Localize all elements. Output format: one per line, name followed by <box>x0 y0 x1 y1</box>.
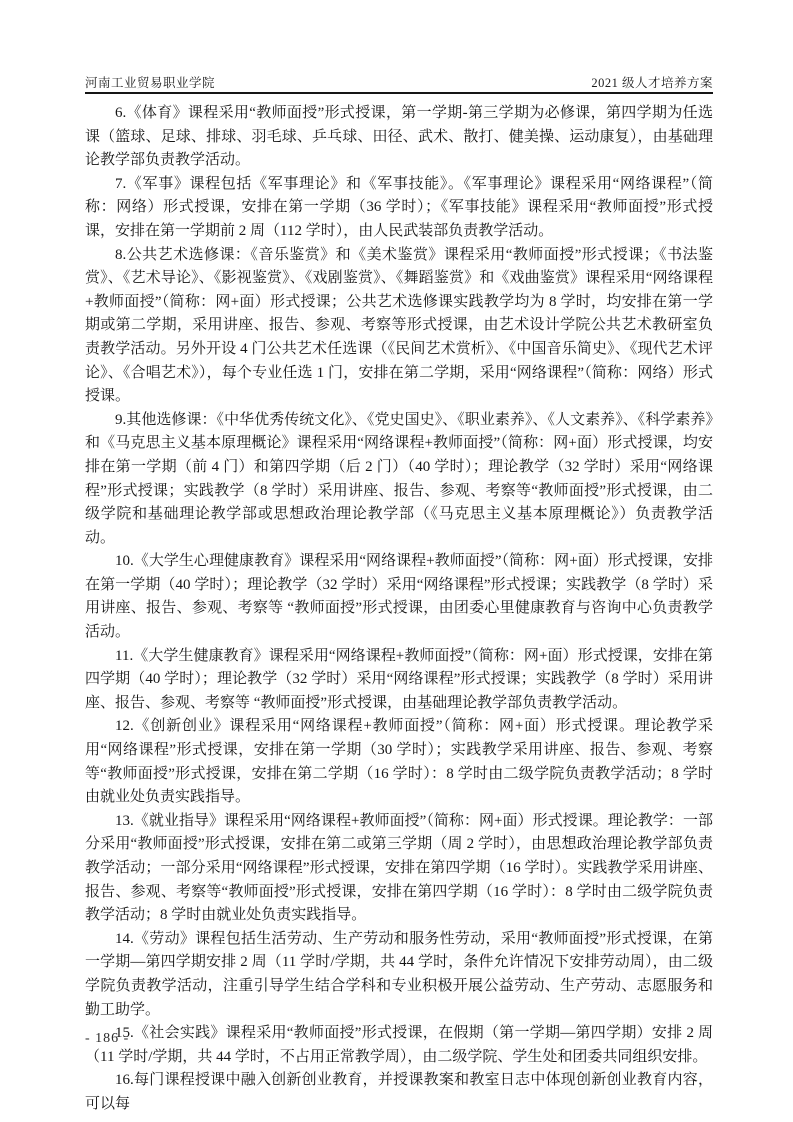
paragraph-7: 7.《军事》课程包括《军事理论》和《军事技能》。《军事理论》课程采用“网络课程”（简称：网络）形式授课，安排在第一学期（36 学时）；《军事技能》课程采用“教师面授”形式授课，安排在第一学期前 2 周（112 学时），由人民武装部负责教学活动。 <box>85 175 713 239</box>
paragraph-13: 13.《就业指导》课程采用“网络课程+教师面授”（简称：网+面）形式授课。理论教学：一部分采用“教师面授”形式授课，安排在第二或第三学期（周 2 学时），由思想政治理论教学部负责教学活动；一部分采用“网络课程”形式授课，安排在第四学期（16 学时）。实践教学采用讲座、报告、参观、考察等“教师面授”形式授课，安排在第四学期（16 学时）：8 学时由二级学院负责教学活动；8 学时由就业处负责实践指导。 <box>85 812 713 924</box>
paragraph-11: 11.《大学生健康教育》课程采用“网络课程+教师面授”（简称：网+面）形式授课，安排在第四学期（40 学时）；理论教学（32 学时）采用“网络课程”形式授课；实践教学（8 学时）采用讲座、报告、参观、考察等 “教师面授”形式授课，由基础理论教学部负责教学活动。 <box>85 647 713 711</box>
page-header <box>85 73 713 91</box>
paragraph-16: 16.每门课程授课中融入创新创业教育，并授课教案和教室日志中体现创新创业教育内容，可以每 <box>85 1072 713 1112</box>
document-body <box>85 102 713 1117</box>
paragraph-10: 10.《大学生心理健康教育》课程采用“网络课程+教师面授”（简称：网+面）形式授课，安排在第一学期（40 学时）；理论教学（32 学时）采用“网络课程”形式授课；实践教学（8 学时）采用讲座、报告、参观、考察等 “教师面授”形式授课，由团委心里健康教育与咨询中心负责教学活动。 <box>85 553 713 641</box>
header-doc-title: 2021 级人才培养方案 <box>591 76 713 90</box>
paragraph-8: 8.公共艺术选修课：《音乐鉴赏》和《美术鉴赏》课程采用“教师面授”形式授课；《书法鉴赏》、《艺术导论》、《影视鉴赏》、《戏剧鉴赏》、《舞蹈鉴赏》和《戏曲鉴赏》课程采用“网络课程+教师面授”（简称：网+面）形式授课；公共艺术选修课实践教学均为 8 学时，均安排在第一学期或第二学期，采用讲座、报告、参观、考察等形式授课，由艺术设计学院公共艺术教研室负责教学活动。另外开设 4 门公共艺术任选课（《民间艺术赏析》、《中国音乐简史》、《现代艺术评论》、《合唱艺术》），每个专业任选 1 门，安排在第二学期，采用“网络课程”（简称：网络）形式授课。 <box>85 246 713 405</box>
paragraph-9: 9.其他选修课：《中华优秀传统文化》、《党史国史》、《职业素养》、《人文素养》、《科学素养》和《马克思主义基本原理概论》课程采用“网络课程+教师面授”（简称：网+面）形式授课，均安排在第一学期（前 4 门）和第四学期（后 2 门）（40 学时）；理论教学（32 学时）采用“网络课程”形式授课；实践教学（8 学时）采用讲座、报告、参观、考察等“教师面授”形式授课，由二级学院和基础理论教学部或思想政治理论教学部（《马克思主义基本原理概论》）负责教学活动。 <box>85 411 713 546</box>
header-rule <box>85 92 713 94</box>
paragraph-14: 14.《劳动》课程包括生活劳动、生产劳动和服务性劳动，采用“教师面授”形式授课，在第一学期—第四学期安排 2 周（11 学时/学期，共 44 学时，条件允许情况下安排劳动周），由二级学院负责教学活动，注重引导学生结合学科和专业积极开展公益劳动、生产劳动、志愿服务和勤工助学。 <box>85 930 713 1018</box>
page-number: - 186 - <box>85 1031 130 1046</box>
header-school-name: 河南工业贸易职业学院 <box>85 76 216 90</box>
paragraph-12: 12.《创新创业》课程采用“网络课程+教师面授”（简称：网+面）形式授课。理论教学采用“网络课程”形式授课，安排在第一学期（30 学时）；实践教学采用讲座、报告、参观、考察等“教师面授”形式授课，安排在第二学期（16 学时）：8 学时由二级学院负责教学活动；8 学时由就业处负责实践指导。 <box>85 718 713 806</box>
paragraph-6: 6.《体育》课程采用“教师面授”形式授课，第一学期-第三学期为必修课，第四学期为任选课（篮球、足球、排球、羽毛球、乒乓球、田径、武术、散打、健美操、运动康复），由基础理论教学部负责教学活动。 <box>85 105 713 169</box>
page-footer <box>85 1031 129 1047</box>
paragraph-15: 15.《社会实践》课程采用“教师面授”形式授课，在假期（第一学期—第四学期）安排 2 周（11 学时/学期，共 44 学时，不占用正常教学周），由二级学院、学生处和团委共同组织安排。 <box>85 1025 713 1065</box>
